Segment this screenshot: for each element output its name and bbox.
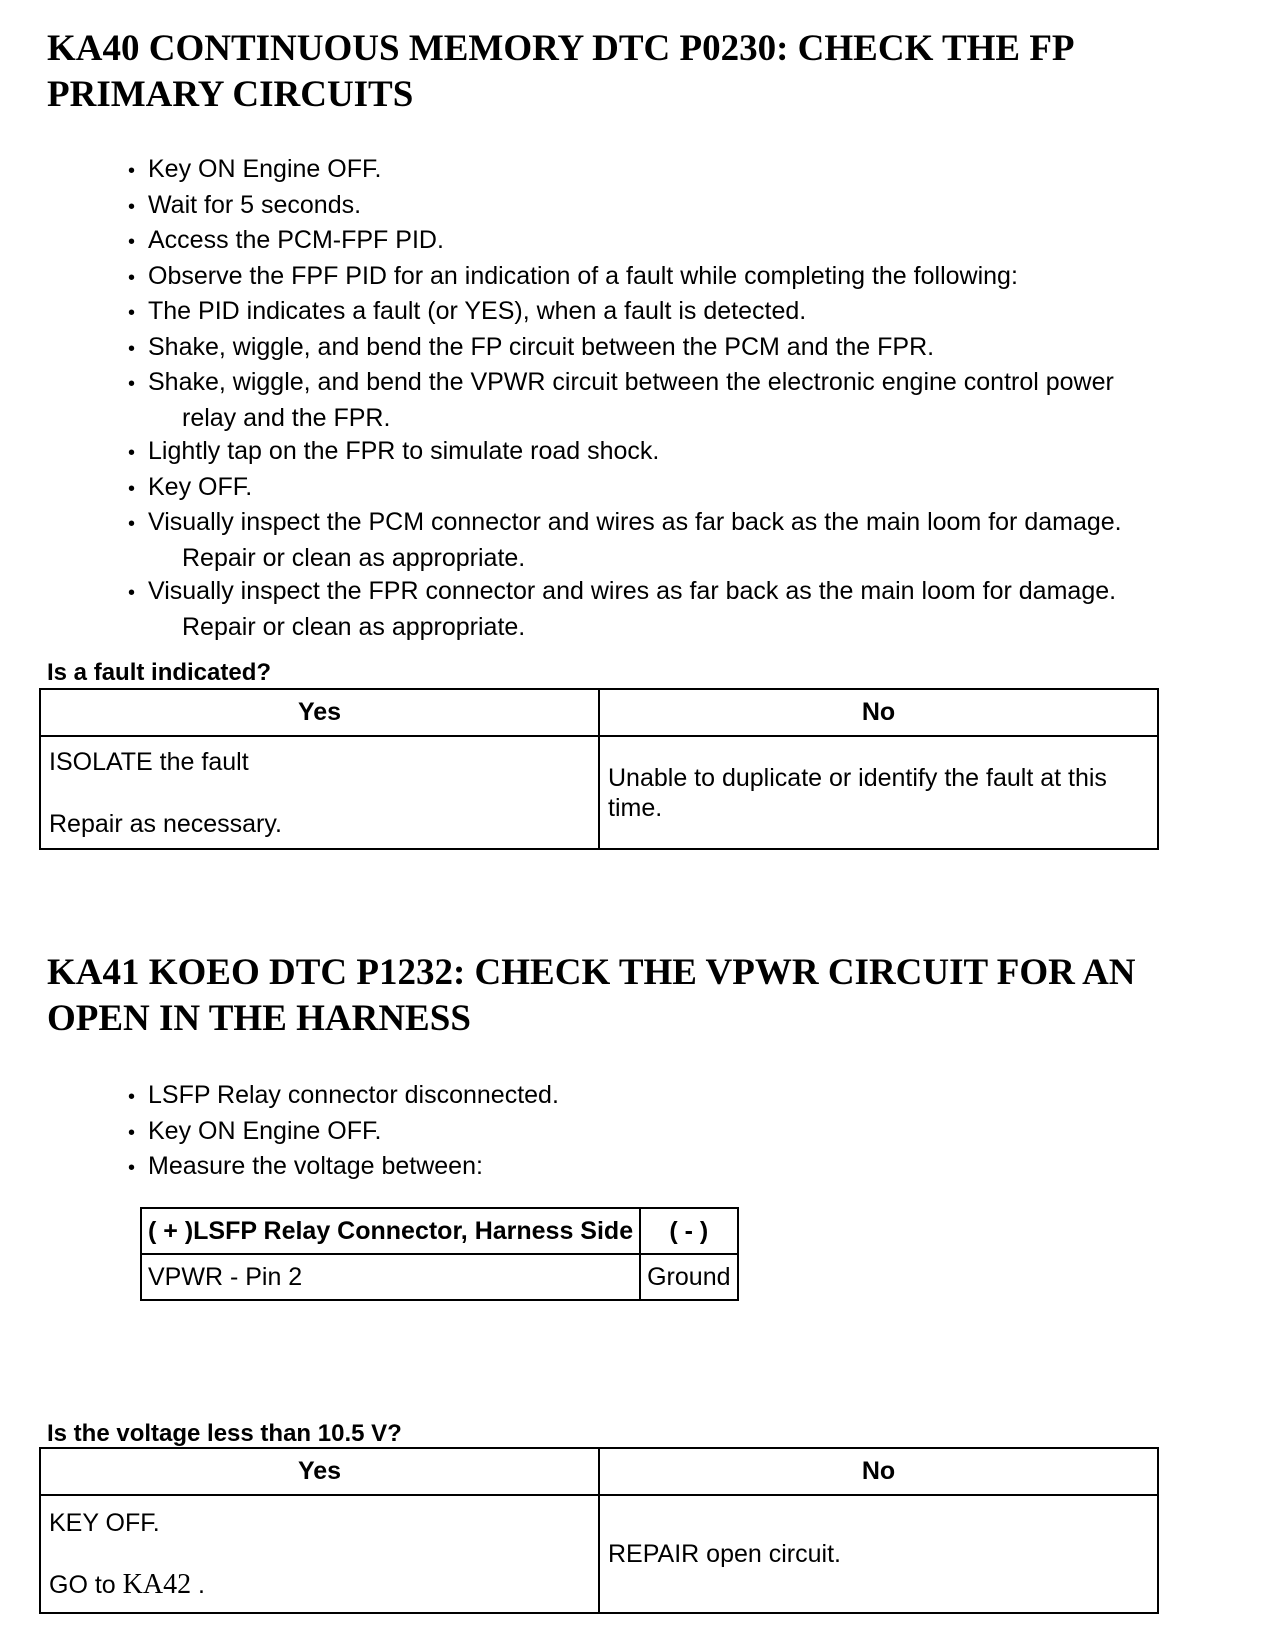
step-item [128, 435, 1248, 471]
step-continuation: Repair or clean as appropriate. [182, 543, 526, 572]
step-item [128, 189, 1248, 225]
step-text: The PID indicates a fault (or YES), when a fault is detected. [148, 297, 807, 325]
step-text: Key OFF. [148, 472, 253, 501]
step-item [128, 366, 1248, 435]
step-item [128, 575, 1248, 644]
bullet-icon: • [128, 1086, 136, 1108]
bullet-icon: • [128, 477, 136, 500]
section1-question: Is a fault indicated? [47, 659, 272, 686]
negative-lead-header: ( - ) [640, 1208, 737, 1254]
no-header: No [599, 1448, 1158, 1495]
section2-question: Is the voltage less than 10.5 V? [47, 1420, 402, 1447]
step-item [128, 1150, 1248, 1186]
ka42-link[interactable]: KA42 [122, 1569, 192, 1600]
goto-prefix: GO to [49, 1571, 123, 1599]
no-action: Unable to duplicate or identify the fault at this time. [608, 763, 1107, 822]
negative-lead-value: Ground [640, 1254, 737, 1300]
positive-lead-value: VPWR - Pin 2 [141, 1254, 640, 1300]
step-text: LSFP Relay connector disconnected. [148, 1081, 559, 1109]
positive-lead-header: ( + )LSFP Relay Connector, Harness Side [141, 1208, 640, 1254]
yes-header: Yes [40, 689, 599, 736]
step-item [128, 295, 1248, 331]
section1-result-table [39, 688, 1159, 850]
section1-steps [128, 153, 1248, 644]
goto-suffix: . [191, 1571, 205, 1599]
step-text: Measure the voltage between: [148, 1152, 483, 1180]
step-item [128, 331, 1248, 367]
step-item [128, 1115, 1248, 1151]
section2-title: KA41 KOEO DTC P1232: CHECK THE VPWR CIRCUIT FOR AN OPEN IN THE HARNESS [47, 952, 1136, 1039]
yes-action: ISOLATE the fault [49, 747, 249, 776]
step-text: Shake, wiggle, and bend the FP circuit between the PCM and the FPR. [148, 332, 935, 361]
step-text: Wait for 5 seconds. [148, 190, 362, 219]
step-text: Shake, wiggle, and bend the VPWR circuit between the electronic engine control power [148, 368, 1114, 396]
section1-title: KA40 CONTINUOUS MEMORY DTC P0230: CHECK THE FP PRIMARY CIRCUITS [47, 28, 1073, 115]
bullet-icon: • [128, 231, 136, 253]
yes-goto-line [49, 1570, 590, 1600]
no-header: No [599, 689, 1158, 736]
step-continuation: Repair or clean as appropriate. [182, 612, 526, 641]
yes-cell [40, 736, 599, 849]
step-text: Visually inspect the FPR connector and wires as far back as the main loom for damage. [148, 577, 1117, 605]
step-text: Observe the FPF PID for an indication of a fault while completing the following: [148, 261, 1018, 290]
step-text: Key ON Engine OFF. [148, 1116, 382, 1145]
step-item [128, 506, 1248, 575]
bullet-icon: • [128, 582, 136, 604]
yes-action: KEY OFF. [49, 1509, 160, 1537]
yes-action-repair: Repair as necessary. [49, 809, 282, 838]
step-item [128, 153, 1248, 189]
step-text: Access the PCM-FPF PID. [148, 226, 444, 254]
bullet-icon: • [128, 1121, 136, 1144]
yes-header: Yes [40, 1448, 599, 1495]
step-item [128, 224, 1248, 260]
step-item [128, 471, 1248, 507]
step-text: Lightly tap on the FPR to simulate road shock. [148, 437, 660, 465]
bullet-icon: • [128, 337, 136, 360]
bullet-icon: • [128, 195, 136, 218]
step-continuation: relay and the FPR. [182, 403, 391, 432]
step-text: Visually inspect the PCM connector and wires as far back as the main loom for damage. [148, 508, 1122, 536]
step-item [128, 260, 1248, 296]
step-item [128, 1079, 1248, 1115]
yes-cell [40, 1495, 599, 1613]
section2-steps [128, 1079, 1248, 1186]
no-cell [599, 736, 1158, 849]
bullet-icon: • [128, 302, 136, 324]
bullet-icon: • [128, 160, 136, 182]
bullet-icon: • [128, 442, 136, 464]
bullet-icon: • [128, 513, 136, 535]
no-cell [599, 1495, 1158, 1613]
bullet-icon: • [128, 1157, 136, 1179]
section2-result-table [39, 1447, 1159, 1614]
no-action: REPAIR open circuit. [608, 1540, 841, 1568]
bullet-icon: • [128, 373, 136, 395]
bullet-icon: • [128, 266, 136, 289]
measurement-table [140, 1207, 739, 1301]
step-text: Key ON Engine OFF. [148, 155, 382, 183]
